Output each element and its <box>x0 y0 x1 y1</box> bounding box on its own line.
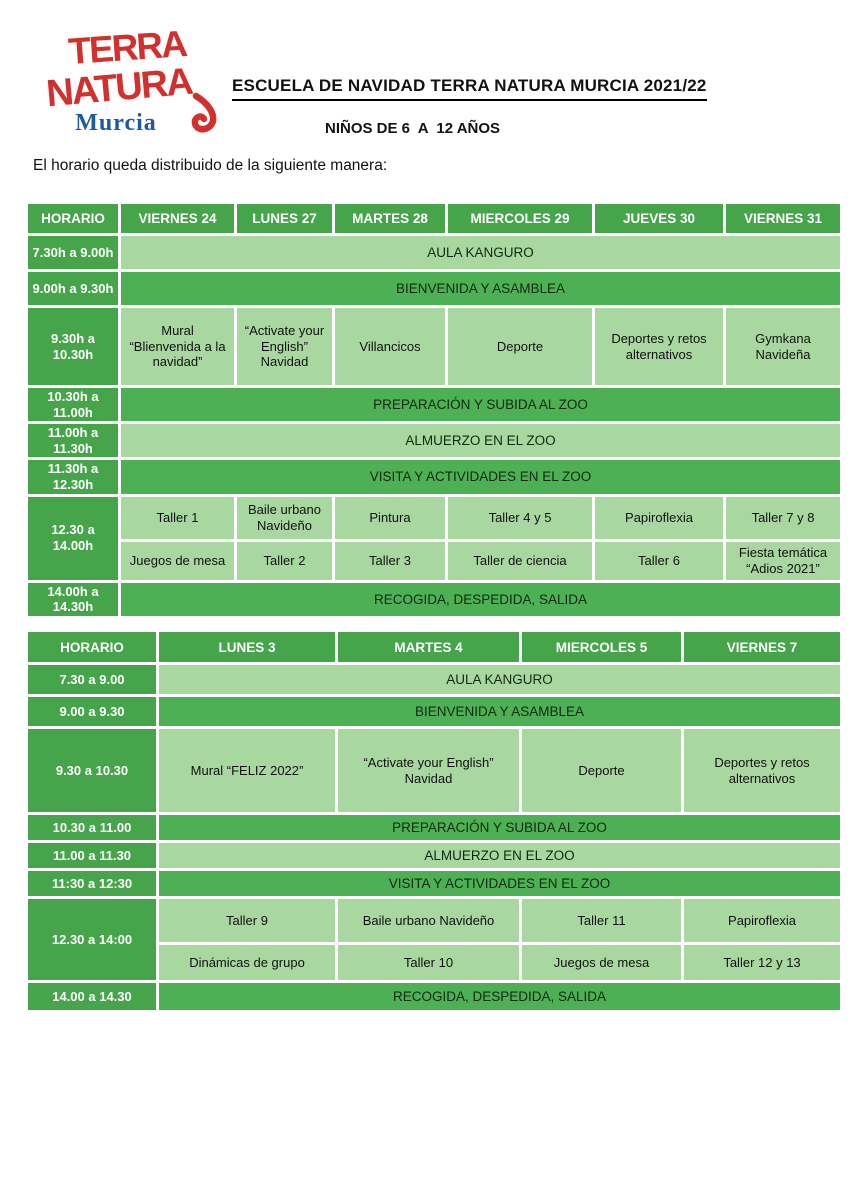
activity-cell: Deportes y retos alternativos <box>684 729 840 812</box>
band-cell-almuerzo: ALMUERZO EN EL ZOO <box>159 843 840 868</box>
band-cell-aula-kanguro: AULA KANGURO <box>121 236 840 269</box>
time-cell: 14.00h a 14.30h <box>28 583 118 616</box>
activity-cell: “Activate your English” Navidad <box>338 729 519 812</box>
band-cell-preparacion: PREPARACIÓN Y SUBIDA AL ZOO <box>121 388 840 421</box>
column-header-viernes24: VIERNES 24 <box>121 204 234 233</box>
table-row <box>28 583 840 616</box>
time-cell: 10.30 a 11.00 <box>28 815 156 840</box>
band-cell-almuerzo: ALMUERZO EN EL ZOO <box>121 424 840 457</box>
column-header-martes28: MARTES 28 <box>335 204 445 233</box>
week1-schedule-table <box>25 201 843 619</box>
column-header-lunes3: LUNES 3 <box>159 632 335 662</box>
intro-text: El horario queda distribuido de la siguiente manera: <box>33 157 388 174</box>
time-cell: 12.30 a 14.00h <box>28 497 118 580</box>
time-cell: 9.30h a 10.30h <box>28 308 118 385</box>
table-row <box>28 424 840 457</box>
column-header-jueves30: JUEVES 30 <box>595 204 723 233</box>
activity-cell: Fiesta temática “Adios 2021” <box>726 542 840 580</box>
activity-cell: Mural “Blienvenida a la navidad” <box>121 308 234 385</box>
activity-cell: Taller 4 y 5 <box>448 497 592 539</box>
time-cell: 7.30 a 9.00 <box>28 665 156 694</box>
table-row <box>28 236 840 269</box>
table-row <box>28 983 840 1010</box>
activity-cell: Gymkana Navideña <box>726 308 840 385</box>
activity-cell: Deporte <box>522 729 681 812</box>
activity-cell: Taller 10 <box>338 945 519 980</box>
activity-cell: Papiroflexia <box>684 899 840 942</box>
band-cell-aula-kanguro: AULA KANGURO <box>159 665 840 694</box>
table-row <box>28 308 840 385</box>
activity-cell: Taller 11 <box>522 899 681 942</box>
column-header-horario: HORARIO <box>28 632 156 662</box>
activity-cell: Mural “FELIZ 2022” <box>159 729 335 812</box>
column-header-lunes27: LUNES 27 <box>237 204 332 233</box>
activity-cell: “Activate your English” Navidad <box>237 308 332 385</box>
activity-cell: Juegos de mesa <box>522 945 681 980</box>
activity-cell: Taller de ciencia <box>448 542 592 580</box>
column-header-miercoles29: MIERCOLES 29 <box>448 204 592 233</box>
table-row <box>28 697 840 726</box>
time-cell: 11:30 a 12:30 <box>28 871 156 896</box>
activity-cell: Taller 2 <box>237 542 332 580</box>
activity-cell: Deporte <box>448 308 592 385</box>
band-cell-preparacion: PREPARACIÓN Y SUBIDA AL ZOO <box>159 815 840 840</box>
table-row <box>28 388 840 421</box>
activity-cell: Juegos de mesa <box>121 542 234 580</box>
time-cell: 10.30h a 11.00h <box>28 388 118 421</box>
activity-cell: Dinámicas de grupo <box>159 945 335 980</box>
time-cell: 12.30 a 14:00 <box>28 899 156 980</box>
column-header-horario: HORARIO <box>28 204 118 233</box>
time-cell: 7.30h a 9.00h <box>28 236 118 269</box>
table-row <box>28 815 840 840</box>
table-row <box>28 729 840 812</box>
time-cell: 11.00h a 11.30h <box>28 424 118 457</box>
activity-cell: Taller 7 y 8 <box>726 497 840 539</box>
table-row <box>28 460 840 493</box>
page-title: ESCUELA DE NAVIDAD TERRA NATURA MURCIA 2021/22 <box>232 76 707 101</box>
activity-cell: Villancicos <box>335 308 445 385</box>
column-header-viernes7: VIERNES 7 <box>684 632 840 662</box>
activity-cell: Taller 9 <box>159 899 335 942</box>
band-cell-visita-zoo: VISITA Y ACTIVIDADES EN EL ZOO <box>121 460 840 493</box>
activity-cell: Taller 3 <box>335 542 445 580</box>
column-header-viernes31: VIERNES 31 <box>726 204 840 233</box>
activity-cell: Taller 6 <box>595 542 723 580</box>
logo-city: Murcia <box>75 110 157 136</box>
terra-natura-logo <box>28 18 228 143</box>
table-row <box>28 871 840 896</box>
activity-cell: Taller 12 y 13 <box>684 945 840 980</box>
table-row <box>28 665 840 694</box>
time-cell: 9.00h a 9.30h <box>28 272 118 305</box>
column-header-martes4: MARTES 4 <box>338 632 519 662</box>
band-cell-visita-zoo: VISITA Y ACTIVIDADES EN EL ZOO <box>159 871 840 896</box>
logo-word-natura: NATURA <box>44 60 194 116</box>
activity-cell: Taller 1 <box>121 497 234 539</box>
time-cell: 9.00 a 9.30 <box>28 697 156 726</box>
band-cell-bienvenida: BIENVENIDA Y ASAMBLEA <box>121 272 840 305</box>
logo-swirl <box>195 96 213 129</box>
logo-word-terra: TERRA <box>67 22 188 73</box>
band-cell-recogida: RECOGIDA, DESPEDIDA, SALIDA <box>159 983 840 1010</box>
activity-cell: Baile urbano Navideño <box>237 497 332 539</box>
table-row <box>28 843 840 868</box>
page-subtitle: NIÑOS DE 6 A 12 AÑOS <box>325 120 501 137</box>
week1-header-row <box>28 204 840 233</box>
table-row <box>28 899 840 942</box>
band-cell-bienvenida: BIENVENIDA Y ASAMBLEA <box>159 697 840 726</box>
activity-cell: Baile urbano Navideño <box>338 899 519 942</box>
week2-schedule-table <box>25 629 843 1013</box>
table-row <box>28 542 840 580</box>
table-row <box>28 497 840 539</box>
column-header-miercoles5: MIERCOLES 5 <box>522 632 681 662</box>
activity-cell: Deportes y retos alternativos <box>595 308 723 385</box>
time-cell: 9.30 a 10.30 <box>28 729 156 812</box>
activity-cell: Pintura <box>335 497 445 539</box>
time-cell: 11.00 a 11.30 <box>28 843 156 868</box>
band-cell-recogida: RECOGIDA, DESPEDIDA, SALIDA <box>121 583 840 616</box>
week2-header-row <box>28 632 840 662</box>
table-row <box>28 272 840 305</box>
time-cell: 14.00 a 14.30 <box>28 983 156 1010</box>
time-cell: 11.30h a 12.30h <box>28 460 118 493</box>
activity-cell: Papiroflexia <box>595 497 723 539</box>
